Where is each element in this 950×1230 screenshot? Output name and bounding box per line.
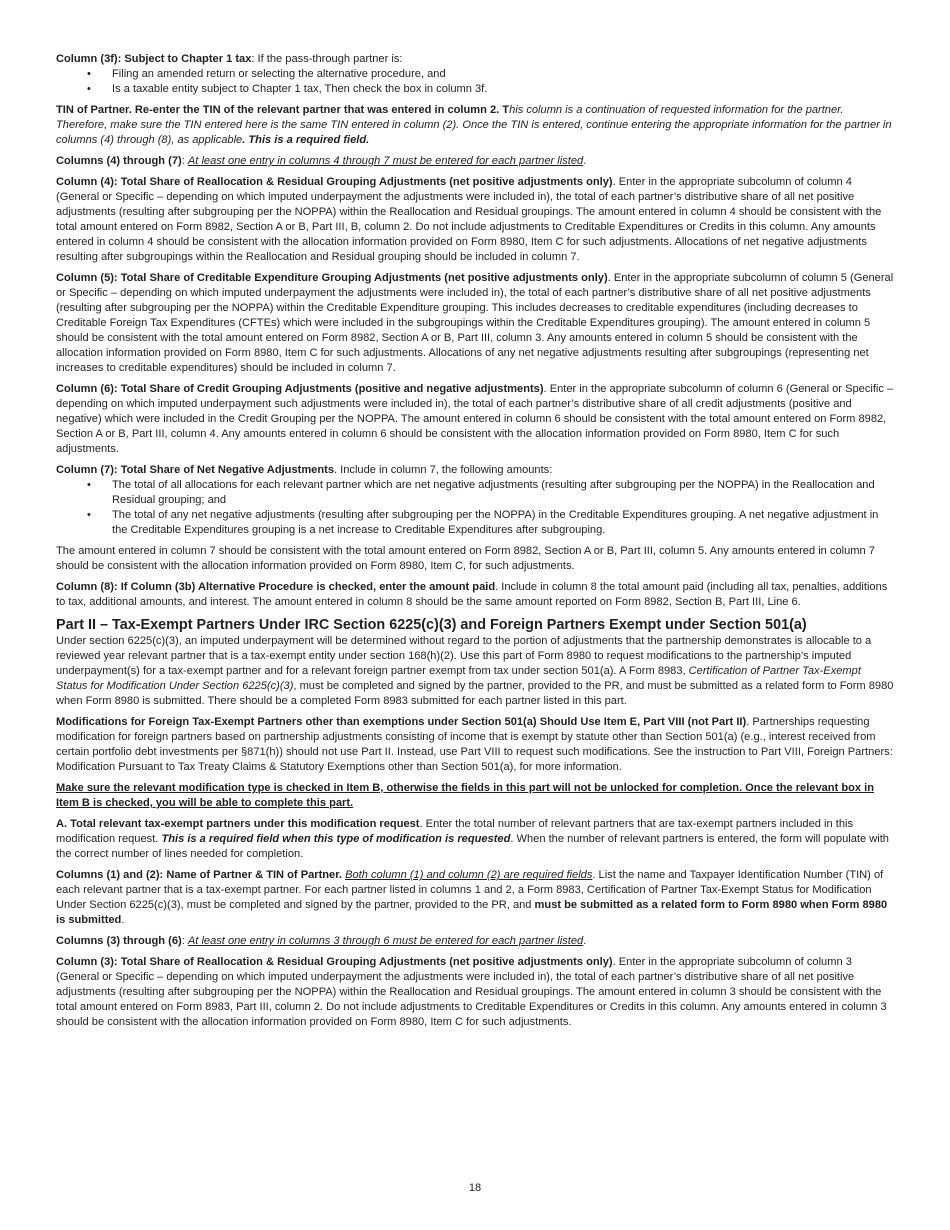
cols4to7-paragraph: Columns (4) through (7): At least one entry in columns 4 through 7 must be entered for each partner listed. bbox=[56, 155, 587, 167]
col7-text: . Include in column 7, the following amounts: bbox=[334, 464, 553, 476]
a-heading: A. Total relevant tax-exempt partners under this modification request bbox=[56, 818, 420, 830]
list-item: • The total of all allocations for each relevant partner which are net negative adjustments (resulting after subgrouping per the NOPPA) in the Reallocation and Residual grouping; and bbox=[112, 478, 894, 508]
warning-text: Make sure the relevant modification type is checked in Item B, otherwise the fields in this part will not be unlocked for completion. Once the relevant box in Item B is checked, you will be able to complete this part. bbox=[56, 782, 875, 809]
part2-a-paragraph: A. Total relevant tax-exempt partners under this modification request. Enter the total number of relevant partners that are tax-exempt partners included in this modification request. This is a required field when this type of modification is requested. When the number of relevant partners is entered, the form will populate with the correct number of lines needed for completion. bbox=[56, 818, 889, 860]
part2-col3-paragraph bbox=[56, 955, 894, 1030]
list-item: • Is a taxable entity subject to Chapter 1 tax, Then check the box in column 3f. bbox=[112, 82, 894, 97]
part2-cols3to6-paragraph: Columns (3) through (6): At least one entry in columns 3 through 6 must be entered for each partner listed. bbox=[56, 935, 587, 947]
col5-heading: Column (5): Total Share of Creditable Expenditure Grouping Adjustments (net positive adjustments only) bbox=[56, 272, 608, 284]
page-number: 18 bbox=[468, 1182, 482, 1194]
cols3to6-note: At least one entry in columns 3 through 6 must be entered for each partner listed bbox=[187, 935, 584, 947]
col6-paragraph bbox=[56, 382, 894, 457]
col6-heading: Column (6): Total Share of Credit Grouping Adjustments (positive and negative adjustments) bbox=[56, 383, 544, 395]
cols4to7-note: At least one entry in columns 4 through 7 must be entered for each partner listed bbox=[187, 155, 584, 167]
part2-cols12-paragraph: Columns (1) and (2): Name of Partner & TIN of Partner. Both column (1) and column (2) are required fields. List the name and Taxpayer Identification Number (TIN) of each relevant partner that is a tax-exempt partner. For each partner listed in columns 1 and 2, a Form 8983, Certification of Partner Tax-Exempt Status for Modification Under Section 6225(c)(3), must be completed and signed by the partner, provided to the PR, and must be submitted as a related form to Form 8980 when Form 8980 is submitted. bbox=[56, 869, 888, 926]
tin-paragraph bbox=[56, 103, 894, 148]
part2-modifications-paragraph bbox=[56, 715, 894, 775]
list-item: • Filing an amended return or selecting the alternative procedure, and bbox=[112, 67, 894, 82]
part2-intro: Under section 6225(c)(3), an imputed underpayment will be determined without regard to the portion of adjustments that the partnership demonstrates is allocable to a reviewed year relevant partner that is a tax-exempt entity under section 168(h)(2). Use this part of Form 8980 to request modifications to the partnership’s imputed underpayment(s) for a tax-exempt partner and for a relevant foreign partner exempt from tax under section 501(a). A Form 8983, Certification of Partner Tax-Exempt Status for Modification Under Section 6225(c)(3), must be completed and signed by the partner, provided to the PR, and must be submitted as a related form to Form 8980 when Form 8980 is submitted. There should be a completed Form 8983 submitted for each partner listed in this part. bbox=[56, 635, 894, 707]
col7-after-paragraph: The amount entered in column 7 should be consistent with the total amount entered on Form 8982, Section A or B, Part III, column 5. Any amounts entered in column 7 should be consistent with the allocation information provided on Form 8980, Item C, for such adjustments. bbox=[56, 545, 875, 572]
col7-paragraph bbox=[56, 463, 894, 478]
tin-heading: TIN of Partner. Re-enter the TIN of the relevant partner that was entered in column 2. T bbox=[56, 104, 510, 116]
col6-text: . Enter in the appropriate subcolumn of column 6 (General or Specific – depending on which imputed underpayment such adjustments were included in), the total of each partner’s distributive share of all credit adjustments (positive and negative) which were included in the Credit Grouping per the NOPPA. The amount entered in column 6 should be consistent with the total amount entered on Form 8982, Section A or B, Part III, column 4. Any amounts entered in column 6 should be consistent with the allocation information provided on Form 8980, Item C for such adjustments. bbox=[56, 383, 894, 455]
col5-text: . Enter in the appropriate subcolumn of column 5 (General or Specific – depending on which imputed underpayment the adjustments were included in), the total of each partner’s distributive share of all net positive adjustments (resulting after subgrouping per the NOPPA) within the Creditable Expenditure grouping. This includes decreases to creditable expenditures (including decreases to Creditable Foreign Tax Expenditures (CFTEs) which were included in the subgroupings within the Creditable Expenditures grouping). The amount entered in column 5 should be consistent with the total amount entered on Form 8982, Section A or B, Part III, column 3. Any amounts entered in column 5 should be consistent with the allocation information provided on Form 8980, Item C for such adjustments. Allocations of any net negative adjustments resulting after subgroupings (representing net increases to creditable expenditures) should be included in column 7. bbox=[56, 272, 894, 374]
tin-required-note: . This is a required field. bbox=[242, 134, 370, 146]
col3-heading: Column (3): Total Share of Reallocation & Residual Grouping Adjustments (net positive adjustments only) bbox=[56, 956, 613, 968]
col8-paragraph bbox=[56, 580, 894, 610]
col3f-text: : If the pass-through partner is: bbox=[251, 53, 403, 65]
modifications-text: . Partnerships requesting modification for foreign partners based on partnership adjustments consisting of income that is exempt by statute other than Section 501(a) (e.g., interest received from certain portfolio debt investments per §871(h)) should not use Part II. Instead, use Part VIII to request such modifications. See the instruction to Part VIII, Foreign Partners: Modification Pursuant to Tax Treaty Claims & Statutory Exemptions other than Section 501(a), for more information. bbox=[56, 716, 893, 773]
col3f-heading: Column (3f): Subject to Chapter 1 tax bbox=[56, 53, 252, 65]
col5-paragraph bbox=[56, 271, 894, 376]
form8983-title: Certification of Partner Tax-Exempt Status for Modification Under Section 6225(c)(3) bbox=[56, 665, 861, 692]
col3f-bullets bbox=[56, 67, 894, 97]
tin-text: his column is a continuation of requested information for the partner. Therefore, make sure the TIN entered here is the same TIN entered in column (2). Once the TIN is entered, continue entering the appropriate information for the partner in columns (4) through (8), as applicable bbox=[56, 104, 892, 146]
col8-heading: Column (8): If Column (3b) Alternative Procedure is checked, enter the amount paid bbox=[56, 581, 496, 593]
cols3to6-heading: Columns (3) through (6) bbox=[56, 935, 182, 947]
a-required-note: This is a required field when this type of modification is requested bbox=[161, 833, 511, 845]
col3f-paragraph bbox=[56, 52, 894, 67]
cols12-heading: Columns (1) and (2): Name of Partner & TIN of Partner. bbox=[56, 869, 343, 881]
cols12-required-note: Both column (1) and column (2) are required fields bbox=[345, 869, 593, 881]
col7-bullets bbox=[56, 478, 894, 538]
col8-text: . Include in column 8 the total amount paid (including all tax, penalties, additions to tax, additional amounts, and interest. The amount entered in column 8 should be the same amount reported on Form 8982, Section B, Part III, Line 6. bbox=[56, 581, 888, 608]
part2-warning bbox=[56, 781, 894, 811]
col4-heading: Column (4): Total Share of Reallocation & Residual Grouping Adjustments (net positive adjustments only) bbox=[56, 176, 613, 188]
instruction-page bbox=[56, 52, 894, 1036]
col4-text: . Enter in the appropriate subcolumn of column 4 (General or Specific – depending on which imputed underpayment the adjustments were included in), the total of each partner’s distributive share of all net positive adjustments (resulting after subgrouping per the NOPPA) within the Reallocation and Residual groupings. The amount entered in column 4 should be consistent with the total amount entered on Form 8982, Section A or B, Part III, B, column 2. Do not include adjustments to Creditable Expenditures or Credits in this column. Any amounts entered in column 4 should be consistent with the allocation information provided on Form 8980, Item C for such adjustments. Allocations of net negative adjustments resulting after subgroupings within the Reallocation and Residual grouping should be included in column 7. bbox=[56, 176, 882, 263]
list-item: • The total of any net negative adjustments (resulting after subgrouping per the NOPPA) in the Creditable Expenditures grouping. A net negative adjustment in the Creditable Expenditures grouping is a net increase to Creditable Expenditures after subgrouping. bbox=[112, 508, 894, 538]
cols4to7-heading: Columns (4) through (7) bbox=[56, 155, 182, 167]
col4-paragraph bbox=[56, 175, 894, 265]
part2-title: Part II – Tax-Exempt Partners Under IRC Section 6225(c)(3) and Foreign Partners Exempt under Section 501(a) bbox=[56, 617, 807, 633]
modifications-heading: Modifications for Foreign Tax-Exempt Partners other than exemptions under Section 501(a) Should Use Item E, Part VIII (not Part II) bbox=[56, 716, 747, 728]
col3-text: . Enter in the appropriate subcolumn of column 3 (General or Specific – depending on which imputed underpayment the adjustments were included in), the total of each partner’s distributive share of all net positive adjustments (resulting after subgrouping per the NOPPA) within the Reallocation and Residual groupings. The amount entered in column 3 should be consistent with the total amount entered on Form 8983, Part III, column 2. Do not include adjustments to Creditable Expenditures or Credits in this column. Any amounts entered in column 3 should be consistent with the allocation information provided on Form 8980, Item C for such adjustments. bbox=[56, 956, 887, 1028]
col7-heading: Column (7): Total Share of Net Negative Adjustments bbox=[56, 464, 334, 476]
